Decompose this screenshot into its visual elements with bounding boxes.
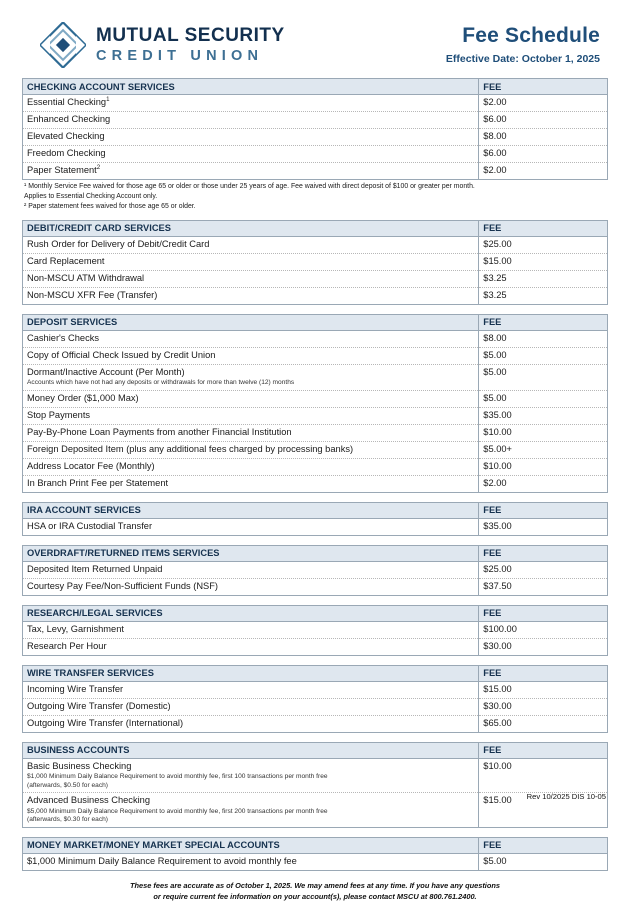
fee-cell: $5.00 <box>479 347 608 364</box>
service-cell <box>23 95 479 112</box>
service-cell <box>23 853 479 870</box>
table-row <box>23 441 608 458</box>
table-header-row <box>23 314 608 330</box>
disclaimer-line-1: These fees are accurate as of October 1, 2025. We may amend fees at any time. If you have any questions <box>130 880 500 890</box>
fee-column-header: FEE <box>479 665 608 681</box>
table-row <box>23 638 608 655</box>
service-label: In Branch Print Fee per Statement <box>27 477 169 488</box>
disclaimer-line-2: or require current fee information on your account(s), please contact MSCU at 800.761.2400. <box>153 891 477 901</box>
service-cell <box>23 145 479 162</box>
table-header-row <box>23 837 608 853</box>
brand-line-2: CREDIT UNION <box>96 47 264 64</box>
service-cell <box>23 236 479 253</box>
table-row <box>23 621 608 638</box>
service-label: Card Replacement <box>27 256 105 267</box>
section-title: BUSINESS ACCOUNTS <box>23 742 479 758</box>
table-row <box>23 95 608 112</box>
service-label: Advanced Business Checking <box>27 795 150 806</box>
section-title: WIRE TRANSFER SERVICES <box>23 665 479 681</box>
section-title: OVERDRAFT/RETURNED ITEMS SERVICES <box>23 545 479 561</box>
table-row <box>23 681 608 698</box>
table-row <box>23 330 608 347</box>
fee-column-header: FEE <box>479 314 608 330</box>
section-title: MONEY MARKET/MONEY MARKET SPECIAL ACCOUNTS <box>23 837 479 853</box>
service-cell <box>23 475 479 492</box>
fee-cell: $3.25 <box>479 270 608 287</box>
table-row <box>23 475 608 492</box>
fee-section <box>22 665 608 733</box>
service-label: Incoming Wire Transfer <box>27 683 124 694</box>
service-cell <box>23 441 479 458</box>
service-label: Outgoing Wire Transfer (International) <box>27 717 184 728</box>
table-row <box>23 698 608 715</box>
service-cell <box>23 111 479 128</box>
service-cell <box>23 162 479 179</box>
brand-name <box>96 26 285 64</box>
fee-section <box>22 78 608 180</box>
fee-column-header: FEE <box>479 220 608 236</box>
brand-lockup <box>40 22 285 68</box>
service-label: Elevated Checking <box>27 131 105 142</box>
fee-table <box>22 665 608 733</box>
fee-cell: $6.00 <box>479 145 608 162</box>
fee-cell: $35.00 <box>479 518 608 535</box>
service-label: Freedom Checking <box>27 148 106 159</box>
service-label: HSA or IRA Custodial Transfer <box>27 520 153 531</box>
service-note: Accounts which have not had any deposits or withdrawals for more than twelve (12) months <box>27 379 295 387</box>
fee-cell: $25.00 <box>479 561 608 578</box>
fee-column-header: FEE <box>479 79 608 95</box>
table-row <box>23 458 608 475</box>
fee-section <box>22 605 608 656</box>
service-cell <box>23 561 479 578</box>
service-label: Essential Checking <box>27 97 107 108</box>
table-row <box>23 407 608 424</box>
service-label: Pay-By-Phone Loan Payments from another Financial Institution <box>27 427 292 438</box>
fee-cell: $5.00+ <box>479 441 608 458</box>
title-block <box>446 22 600 65</box>
service-cell <box>23 330 479 347</box>
brand-line-1: MUTUAL SECURITY <box>96 24 285 46</box>
table-header-row <box>23 502 608 518</box>
service-cell <box>23 698 479 715</box>
table-row <box>23 518 608 535</box>
service-label: Non-MSCU XFR Fee (Transfer) <box>27 290 158 301</box>
fee-cell: $37.50 <box>479 578 608 595</box>
service-label: Non-MSCU ATM Withdrawal <box>27 273 145 284</box>
table-row <box>23 578 608 595</box>
fee-cell: $15.00 <box>479 253 608 270</box>
fee-column-header: FEE <box>479 545 608 561</box>
disclaimer <box>22 880 608 902</box>
service-label: Rush Order for Delivery of Debit/Credit Card <box>27 239 210 250</box>
fee-column-header: FEE <box>479 502 608 518</box>
table-row <box>23 270 608 287</box>
fee-cell: $65.00 <box>479 715 608 732</box>
service-label: Enhanced Checking <box>27 114 111 125</box>
service-cell <box>23 681 479 698</box>
service-cell <box>23 638 479 655</box>
service-cell <box>23 578 479 595</box>
table-header-row <box>23 79 608 95</box>
fee-cell: $30.00 <box>479 698 608 715</box>
table-row <box>23 236 608 253</box>
service-cell <box>23 758 479 793</box>
section-title: DEBIT/CREDIT CARD SERVICES <box>23 220 479 236</box>
fee-section <box>22 314 608 493</box>
fee-cell: $5.00 <box>479 364 608 390</box>
fee-cell: $10.00 <box>479 424 608 441</box>
service-label: Address Locator Fee (Monthly) <box>27 461 155 471</box>
table-row <box>23 145 608 162</box>
service-label: Deposited Item Returned Unpaid <box>27 563 163 574</box>
service-label: Tax, Levy, Garnishment <box>27 623 124 634</box>
fee-cell: $35.00 <box>479 407 608 424</box>
fee-section <box>22 220 608 305</box>
fee-table <box>22 605 608 656</box>
service-cell <box>23 253 479 270</box>
section-title: CHECKING ACCOUNT SERVICES <box>23 79 479 95</box>
fee-table <box>22 502 608 536</box>
fee-cell: $2.00 <box>479 475 608 492</box>
document-header <box>22 16 608 78</box>
service-note: $1,000 Minimum Daily Balance Requirement to avoid monthly fee, first 100 transactions per month free (afterwards, $0.50 for each) <box>27 772 328 789</box>
fee-table <box>22 220 608 305</box>
service-cell <box>23 347 479 364</box>
fee-section <box>22 837 608 871</box>
table-row <box>23 715 608 732</box>
service-label: Research Per Hour <box>27 640 107 651</box>
fee-section <box>22 545 608 596</box>
fee-table <box>22 314 608 493</box>
fee-section <box>22 502 608 536</box>
service-label: Paper Statement <box>27 165 97 176</box>
service-cell <box>23 270 479 287</box>
service-label: Money Order ($1,000 Max) <box>27 393 139 404</box>
fee-column-header: FEE <box>479 605 608 621</box>
service-label: Basic Business Checking <box>27 760 132 771</box>
service-cell <box>23 424 479 441</box>
section-title: RESEARCH/LEGAL SERVICES <box>23 605 479 621</box>
service-cell <box>23 793 479 828</box>
table-row <box>23 793 608 828</box>
table-row <box>23 853 608 870</box>
fee-cell: $15.00 <box>479 681 608 698</box>
fee-cell: $10.00 <box>479 758 608 793</box>
service-label: Outgoing Wire Transfer (Domestic) <box>27 700 171 711</box>
effective-date: Effective Date: October 1, 2025 <box>445 53 600 65</box>
fee-cell: $8.00 <box>479 330 608 347</box>
service-cell <box>23 458 479 475</box>
table-row <box>23 758 608 793</box>
diamond-logo-icon <box>40 22 86 68</box>
revision-code: Rev 10/2025 DIS 10-05 <box>526 792 606 801</box>
table-row <box>23 287 608 304</box>
table-header-row <box>23 605 608 621</box>
service-cell <box>23 364 479 390</box>
table-header-row <box>23 220 608 236</box>
fee-cell: $8.00 <box>479 128 608 145</box>
service-label: Cashier's Checks <box>27 333 100 344</box>
table-row <box>23 128 608 145</box>
section-title: IRA ACCOUNT SERVICES <box>23 502 479 518</box>
table-row <box>23 253 608 270</box>
section-title: DEPOSIT SERVICES <box>23 314 479 330</box>
service-label: Foreign Deposited Item (plus any additional fees charged by processing banks) <box>27 444 354 455</box>
service-cell <box>23 407 479 424</box>
fee-column-header: FEE <box>479 742 608 758</box>
table-row <box>23 424 608 441</box>
fee-sections <box>22 78 608 871</box>
service-cell <box>23 128 479 145</box>
table-header-row <box>23 665 608 681</box>
service-cell <box>23 621 479 638</box>
service-cell <box>23 715 479 732</box>
service-label: $1,000 Minimum Daily Balance Requirement to avoid monthly fee <box>27 856 297 867</box>
fee-cell: $25.00 <box>479 236 608 253</box>
fee-cell: $3.25 <box>479 287 608 304</box>
footnote: ² Paper statement fees waived for those age 65 or older. <box>24 202 196 210</box>
table-header-row <box>23 742 608 758</box>
fee-cell: $2.00 <box>479 162 608 179</box>
service-label: Stop Payments <box>27 410 91 421</box>
service-label: Copy of Official Check Issued by Credit Union <box>27 350 216 361</box>
footnote-marker: 2 <box>96 164 101 172</box>
table-row <box>23 561 608 578</box>
fee-cell: $10.00 <box>479 458 608 475</box>
fee-cell: $2.00 <box>479 95 608 112</box>
table-row <box>23 162 608 179</box>
table-row <box>23 111 608 128</box>
table-header-row <box>23 545 608 561</box>
service-label: Courtesy Pay Fee/Non-Sufficient Funds (NSF) <box>27 580 219 591</box>
service-cell <box>23 518 479 535</box>
fee-table <box>22 837 608 871</box>
table-row <box>23 364 608 390</box>
fee-table <box>22 78 608 180</box>
section-footnotes <box>24 182 608 212</box>
fee-cell: $15.00 <box>479 793 608 828</box>
service-label: Dormant/Inactive Account (Per Month) <box>27 367 185 378</box>
fee-table <box>22 545 608 596</box>
fee-cell: $100.00 <box>479 621 608 638</box>
footnote-marker: 1 <box>106 96 110 104</box>
service-cell <box>23 390 479 407</box>
table-row <box>23 390 608 407</box>
fee-cell: $5.00 <box>479 390 608 407</box>
footnote: ¹ Monthly Service Fee waived for those age 65 or older or those under 25 years of age. Fee waived with direct deposit of $100 or greater per month. <box>24 182 475 190</box>
fee-cell: $5.00 <box>479 853 608 870</box>
service-cell <box>23 287 479 304</box>
service-note: $5,000 Minimum Daily Balance Requirement to avoid monthly fee, first 200 transactions per month free (afterwards, $0.30 for each) <box>27 807 328 824</box>
fee-column-header: FEE <box>479 837 608 853</box>
table-row <box>23 347 608 364</box>
footnote: Applies to Essential Checking Account only. <box>24 192 158 200</box>
fee-cell: $6.00 <box>479 111 608 128</box>
fee-cell: $30.00 <box>479 638 608 655</box>
page-title: Fee Schedule <box>462 24 600 47</box>
